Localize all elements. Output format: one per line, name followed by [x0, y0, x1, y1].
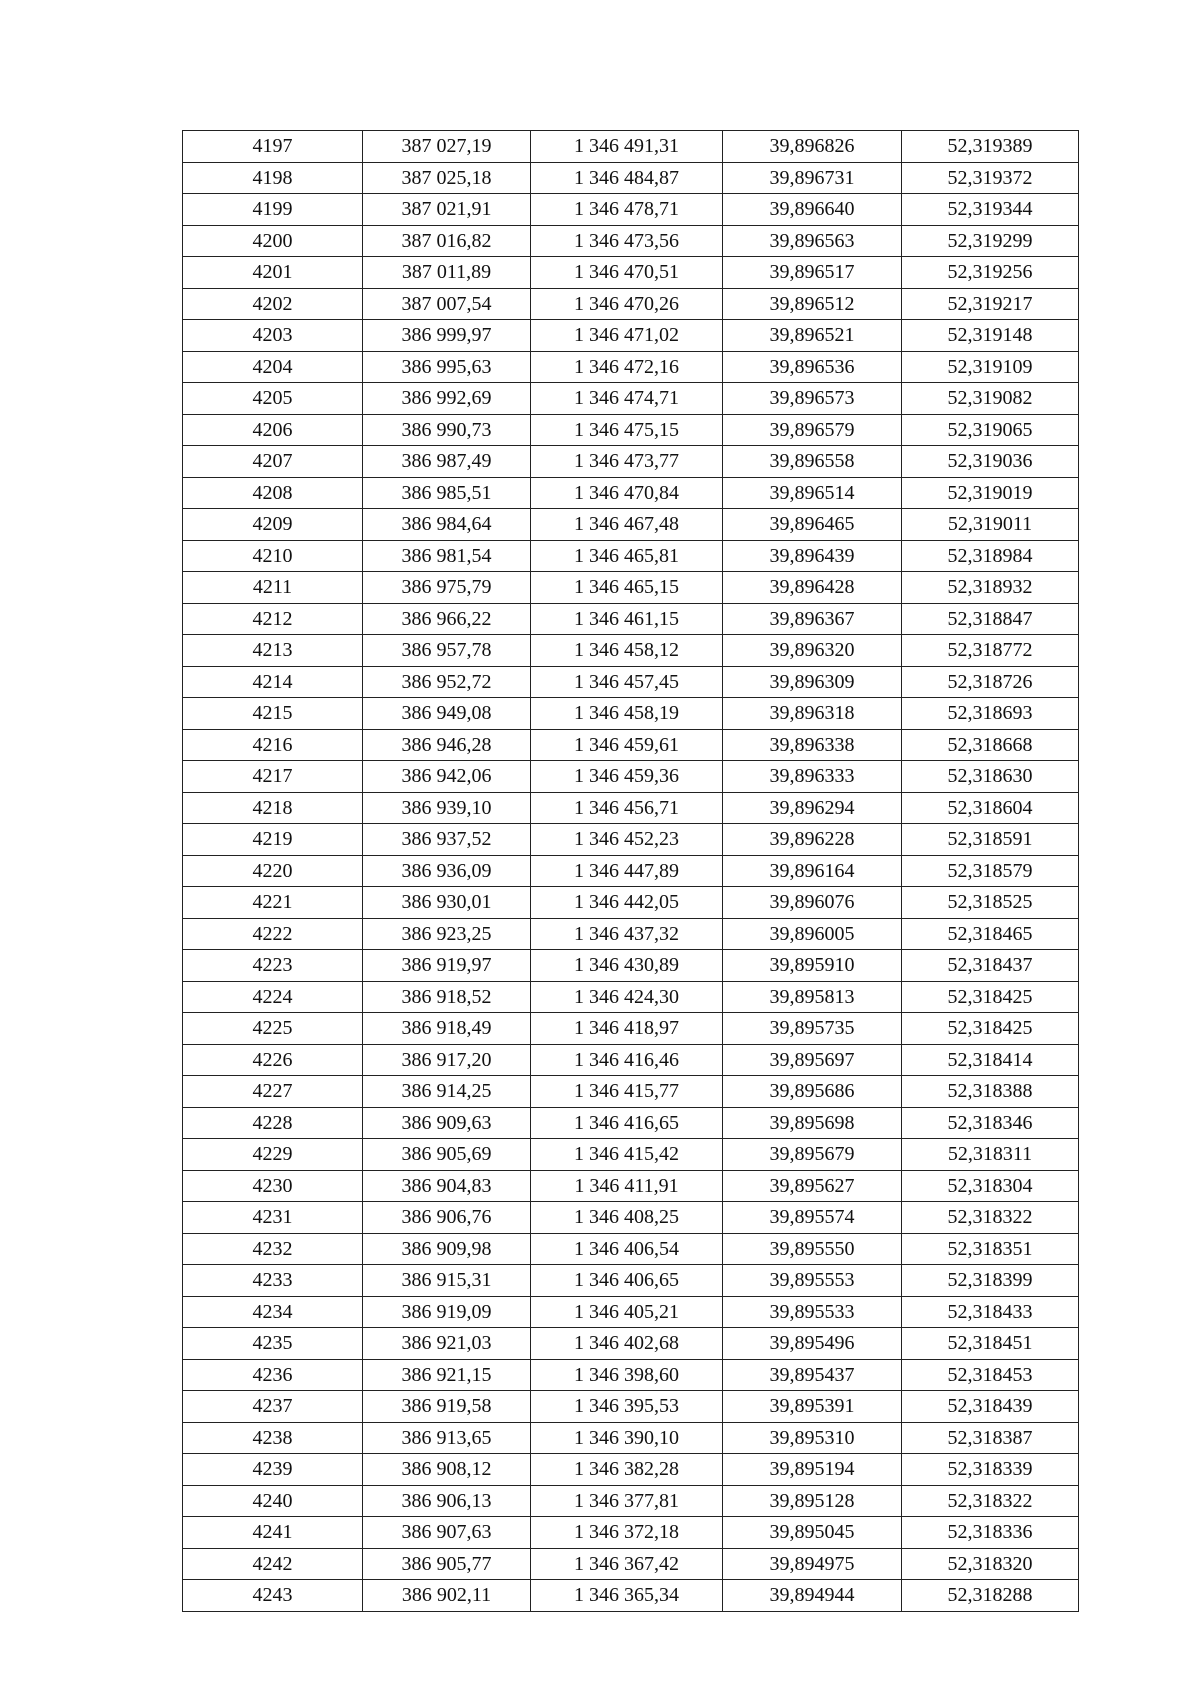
y-coordinate-cell: 1 346 402,68	[531, 1328, 723, 1360]
table-row	[183, 603, 1079, 635]
x-coordinate-cell: 386 909,98	[363, 1233, 531, 1265]
y-coordinate-cell: 1 346 458,12	[531, 635, 723, 667]
longitude-cell: 52,318465	[902, 918, 1079, 950]
x-coordinate-cell: 386 914,25	[363, 1076, 531, 1108]
table-row	[183, 761, 1079, 793]
x-coordinate-cell: 387 007,54	[363, 288, 531, 320]
table-row	[183, 1328, 1079, 1360]
x-coordinate-cell: 386 918,49	[363, 1013, 531, 1045]
point-number-cell: 4238	[183, 1422, 363, 1454]
point-number-cell: 4241	[183, 1517, 363, 1549]
point-number-cell: 4212	[183, 603, 363, 635]
longitude-cell: 52,318630	[902, 761, 1079, 793]
table-row	[183, 1517, 1079, 1549]
table-row	[183, 1296, 1079, 1328]
latitude-cell: 39,896005	[723, 918, 902, 950]
point-number-cell: 4214	[183, 666, 363, 698]
longitude-cell: 52,318304	[902, 1170, 1079, 1202]
table-row	[183, 887, 1079, 919]
x-coordinate-cell: 386 946,28	[363, 729, 531, 761]
table-row	[183, 1454, 1079, 1486]
latitude-cell: 39,895686	[723, 1076, 902, 1108]
table-row	[183, 698, 1079, 730]
table-row	[183, 414, 1079, 446]
point-number-cell: 4223	[183, 950, 363, 982]
x-coordinate-cell: 386 957,78	[363, 635, 531, 667]
y-coordinate-cell: 1 346 390,10	[531, 1422, 723, 1454]
point-number-cell: 4201	[183, 257, 363, 289]
longitude-cell: 52,319109	[902, 351, 1079, 383]
x-coordinate-cell: 386 985,51	[363, 477, 531, 509]
table-row	[183, 477, 1079, 509]
point-number-cell: 4221	[183, 887, 363, 919]
longitude-cell: 52,319082	[902, 383, 1079, 415]
x-coordinate-cell: 387 027,19	[363, 131, 531, 163]
x-coordinate-cell: 386 942,06	[363, 761, 531, 793]
longitude-cell: 52,318591	[902, 824, 1079, 856]
y-coordinate-cell: 1 346 457,45	[531, 666, 723, 698]
y-coordinate-cell: 1 346 395,53	[531, 1391, 723, 1423]
x-coordinate-cell: 386 975,79	[363, 572, 531, 604]
table-row	[183, 635, 1079, 667]
y-coordinate-cell: 1 346 473,77	[531, 446, 723, 478]
table-row	[183, 383, 1079, 415]
y-coordinate-cell: 1 346 415,42	[531, 1139, 723, 1171]
longitude-cell: 52,318604	[902, 792, 1079, 824]
longitude-cell: 52,318693	[902, 698, 1079, 730]
latitude-cell: 39,896731	[723, 162, 902, 194]
x-coordinate-cell: 386 905,77	[363, 1548, 531, 1580]
x-coordinate-cell: 386 918,52	[363, 981, 531, 1013]
x-coordinate-cell: 386 923,25	[363, 918, 531, 950]
longitude-cell: 52,318525	[902, 887, 1079, 919]
longitude-cell: 52,318425	[902, 1013, 1079, 1045]
x-coordinate-cell: 386 905,69	[363, 1139, 531, 1171]
y-coordinate-cell: 1 346 471,02	[531, 320, 723, 352]
x-coordinate-cell: 386 904,83	[363, 1170, 531, 1202]
table-row	[183, 1359, 1079, 1391]
table-row	[183, 1391, 1079, 1423]
longitude-cell: 52,318984	[902, 540, 1079, 572]
table-row	[183, 446, 1079, 478]
longitude-cell: 52,318339	[902, 1454, 1079, 1486]
x-coordinate-cell: 386 990,73	[363, 414, 531, 446]
latitude-cell: 39,895194	[723, 1454, 902, 1486]
latitude-cell: 39,895679	[723, 1139, 902, 1171]
latitude-cell: 39,896228	[723, 824, 902, 856]
table-row	[183, 1202, 1079, 1234]
latitude-cell: 39,896826	[723, 131, 902, 163]
y-coordinate-cell: 1 346 474,71	[531, 383, 723, 415]
y-coordinate-cell: 1 346 416,46	[531, 1044, 723, 1076]
longitude-cell: 52,318579	[902, 855, 1079, 887]
longitude-cell: 52,318453	[902, 1359, 1079, 1391]
longitude-cell: 52,319256	[902, 257, 1079, 289]
y-coordinate-cell: 1 346 406,54	[531, 1233, 723, 1265]
latitude-cell: 39,896439	[723, 540, 902, 572]
latitude-cell: 39,896309	[723, 666, 902, 698]
x-coordinate-cell: 386 952,72	[363, 666, 531, 698]
y-coordinate-cell: 1 346 398,60	[531, 1359, 723, 1391]
latitude-cell: 39,896536	[723, 351, 902, 383]
point-number-cell: 4219	[183, 824, 363, 856]
latitude-cell: 39,896563	[723, 225, 902, 257]
longitude-cell: 52,319011	[902, 509, 1079, 541]
longitude-cell: 52,318346	[902, 1107, 1079, 1139]
point-number-cell: 4198	[183, 162, 363, 194]
y-coordinate-cell: 1 346 461,15	[531, 603, 723, 635]
coordinate-table-body	[183, 131, 1079, 1612]
y-coordinate-cell: 1 346 382,28	[531, 1454, 723, 1486]
latitude-cell: 39,895698	[723, 1107, 902, 1139]
x-coordinate-cell: 386 906,13	[363, 1485, 531, 1517]
y-coordinate-cell: 1 346 405,21	[531, 1296, 723, 1328]
latitude-cell: 39,896076	[723, 887, 902, 919]
table-row	[183, 950, 1079, 982]
point-number-cell: 4207	[183, 446, 363, 478]
x-coordinate-cell: 387 016,82	[363, 225, 531, 257]
latitude-cell: 39,896579	[723, 414, 902, 446]
point-number-cell: 4211	[183, 572, 363, 604]
table-row	[183, 351, 1079, 383]
table-row	[183, 1233, 1079, 1265]
x-coordinate-cell: 386 930,01	[363, 887, 531, 919]
y-coordinate-cell: 1 346 467,48	[531, 509, 723, 541]
x-coordinate-cell: 387 011,89	[363, 257, 531, 289]
longitude-cell: 52,318451	[902, 1328, 1079, 1360]
x-coordinate-cell: 386 902,11	[363, 1580, 531, 1612]
x-coordinate-cell: 386 919,09	[363, 1296, 531, 1328]
longitude-cell: 52,318439	[902, 1391, 1079, 1423]
point-number-cell: 4210	[183, 540, 363, 572]
table-row	[183, 225, 1079, 257]
longitude-cell: 52,319389	[902, 131, 1079, 163]
point-number-cell: 4203	[183, 320, 363, 352]
x-coordinate-cell: 386 908,12	[363, 1454, 531, 1486]
longitude-cell: 52,319217	[902, 288, 1079, 320]
longitude-cell: 52,318388	[902, 1076, 1079, 1108]
point-number-cell: 4218	[183, 792, 363, 824]
x-coordinate-cell: 386 992,69	[363, 383, 531, 415]
table-row	[183, 1265, 1079, 1297]
longitude-cell: 52,318387	[902, 1422, 1079, 1454]
point-number-cell: 4234	[183, 1296, 363, 1328]
y-coordinate-cell: 1 346 470,84	[531, 477, 723, 509]
latitude-cell: 39,896164	[723, 855, 902, 887]
y-coordinate-cell: 1 346 473,56	[531, 225, 723, 257]
longitude-cell: 52,318437	[902, 950, 1079, 982]
y-coordinate-cell: 1 346 415,77	[531, 1076, 723, 1108]
point-number-cell: 4225	[183, 1013, 363, 1045]
table-row	[183, 855, 1079, 887]
longitude-cell: 52,319344	[902, 194, 1079, 226]
x-coordinate-cell: 386 966,22	[363, 603, 531, 635]
latitude-cell: 39,896333	[723, 761, 902, 793]
y-coordinate-cell: 1 346 437,32	[531, 918, 723, 950]
latitude-cell: 39,895128	[723, 1485, 902, 1517]
table-row	[183, 918, 1079, 950]
y-coordinate-cell: 1 346 484,87	[531, 162, 723, 194]
longitude-cell: 52,319299	[902, 225, 1079, 257]
longitude-cell: 52,318433	[902, 1296, 1079, 1328]
x-coordinate-cell: 386 995,63	[363, 351, 531, 383]
latitude-cell: 39,895310	[723, 1422, 902, 1454]
point-number-cell: 4240	[183, 1485, 363, 1517]
y-coordinate-cell: 1 346 447,89	[531, 855, 723, 887]
x-coordinate-cell: 387 021,91	[363, 194, 531, 226]
table-row	[183, 1422, 1079, 1454]
y-coordinate-cell: 1 346 367,42	[531, 1548, 723, 1580]
y-coordinate-cell: 1 346 470,26	[531, 288, 723, 320]
x-coordinate-cell: 386 937,52	[363, 824, 531, 856]
latitude-cell: 39,896517	[723, 257, 902, 289]
x-coordinate-cell: 386 917,20	[363, 1044, 531, 1076]
latitude-cell: 39,895391	[723, 1391, 902, 1423]
y-coordinate-cell: 1 346 470,51	[531, 257, 723, 289]
longitude-cell: 52,318772	[902, 635, 1079, 667]
x-coordinate-cell: 386 939,10	[363, 792, 531, 824]
latitude-cell: 39,896558	[723, 446, 902, 478]
x-coordinate-cell: 386 999,97	[363, 320, 531, 352]
y-coordinate-cell: 1 346 465,81	[531, 540, 723, 572]
latitude-cell: 39,896320	[723, 635, 902, 667]
y-coordinate-cell: 1 346 418,97	[531, 1013, 723, 1045]
latitude-cell: 39,895533	[723, 1296, 902, 1328]
longitude-cell: 52,318932	[902, 572, 1079, 604]
table-row	[183, 540, 1079, 572]
longitude-cell: 52,319148	[902, 320, 1079, 352]
coordinate-table	[182, 130, 1079, 1612]
point-number-cell: 4233	[183, 1265, 363, 1297]
longitude-cell: 52,318320	[902, 1548, 1079, 1580]
point-number-cell: 4199	[183, 194, 363, 226]
x-coordinate-cell: 386 987,49	[363, 446, 531, 478]
table-row	[183, 792, 1079, 824]
latitude-cell: 39,896428	[723, 572, 902, 604]
latitude-cell: 39,895813	[723, 981, 902, 1013]
longitude-cell: 52,318668	[902, 729, 1079, 761]
latitude-cell: 39,896465	[723, 509, 902, 541]
table-row	[183, 666, 1079, 698]
longitude-cell: 52,319065	[902, 414, 1079, 446]
latitude-cell: 39,896640	[723, 194, 902, 226]
point-number-cell: 4213	[183, 635, 363, 667]
latitude-cell: 39,895735	[723, 1013, 902, 1045]
x-coordinate-cell: 387 025,18	[363, 162, 531, 194]
latitude-cell: 39,896514	[723, 477, 902, 509]
y-coordinate-cell: 1 346 456,71	[531, 792, 723, 824]
x-coordinate-cell: 386 919,97	[363, 950, 531, 982]
longitude-cell: 52,318847	[902, 603, 1079, 635]
point-number-cell: 4205	[183, 383, 363, 415]
longitude-cell: 52,318322	[902, 1202, 1079, 1234]
point-number-cell: 4232	[183, 1233, 363, 1265]
table-row	[183, 1076, 1079, 1108]
longitude-cell: 52,319019	[902, 477, 1079, 509]
y-coordinate-cell: 1 346 452,23	[531, 824, 723, 856]
latitude-cell: 39,895910	[723, 950, 902, 982]
latitude-cell: 39,895496	[723, 1328, 902, 1360]
y-coordinate-cell: 1 346 416,65	[531, 1107, 723, 1139]
longitude-cell: 52,318288	[902, 1580, 1079, 1612]
point-number-cell: 4227	[183, 1076, 363, 1108]
point-number-cell: 4208	[183, 477, 363, 509]
latitude-cell: 39,895627	[723, 1170, 902, 1202]
table-row	[183, 1044, 1079, 1076]
latitude-cell: 39,896512	[723, 288, 902, 320]
x-coordinate-cell: 386 936,09	[363, 855, 531, 887]
point-number-cell: 4209	[183, 509, 363, 541]
table-row	[183, 1485, 1079, 1517]
table-row	[183, 729, 1079, 761]
point-number-cell: 4243	[183, 1580, 363, 1612]
point-number-cell: 4200	[183, 225, 363, 257]
latitude-cell: 39,895553	[723, 1265, 902, 1297]
y-coordinate-cell: 1 346 408,25	[531, 1202, 723, 1234]
table-row	[183, 1580, 1079, 1612]
y-coordinate-cell: 1 346 442,05	[531, 887, 723, 919]
x-coordinate-cell: 386 921,15	[363, 1359, 531, 1391]
point-number-cell: 4236	[183, 1359, 363, 1391]
point-number-cell: 4235	[183, 1328, 363, 1360]
point-number-cell: 4231	[183, 1202, 363, 1234]
point-number-cell: 4215	[183, 698, 363, 730]
longitude-cell: 52,318322	[902, 1485, 1079, 1517]
latitude-cell: 39,894944	[723, 1580, 902, 1612]
table-row	[183, 288, 1079, 320]
latitude-cell: 39,895045	[723, 1517, 902, 1549]
x-coordinate-cell: 386 915,31	[363, 1265, 531, 1297]
table-row	[183, 162, 1079, 194]
latitude-cell: 39,896521	[723, 320, 902, 352]
point-number-cell: 4220	[183, 855, 363, 887]
table-row	[183, 1013, 1079, 1045]
latitude-cell: 39,896338	[723, 729, 902, 761]
table-row	[183, 1170, 1079, 1202]
y-coordinate-cell: 1 346 424,30	[531, 981, 723, 1013]
point-number-cell: 4237	[183, 1391, 363, 1423]
x-coordinate-cell: 386 921,03	[363, 1328, 531, 1360]
y-coordinate-cell: 1 346 459,36	[531, 761, 723, 793]
y-coordinate-cell: 1 346 411,91	[531, 1170, 723, 1202]
y-coordinate-cell: 1 346 491,31	[531, 131, 723, 163]
y-coordinate-cell: 1 346 458,19	[531, 698, 723, 730]
y-coordinate-cell: 1 346 472,16	[531, 351, 723, 383]
longitude-cell: 52,319036	[902, 446, 1079, 478]
y-coordinate-cell: 1 346 377,81	[531, 1485, 723, 1517]
table-row	[183, 320, 1079, 352]
table-row	[183, 1548, 1079, 1580]
y-coordinate-cell: 1 346 478,71	[531, 194, 723, 226]
latitude-cell: 39,895574	[723, 1202, 902, 1234]
point-number-cell: 4197	[183, 131, 363, 163]
longitude-cell: 52,318726	[902, 666, 1079, 698]
table-row	[183, 131, 1079, 163]
point-number-cell: 4229	[183, 1139, 363, 1171]
table-row	[183, 1107, 1079, 1139]
x-coordinate-cell: 386 919,58	[363, 1391, 531, 1423]
latitude-cell: 39,894975	[723, 1548, 902, 1580]
x-coordinate-cell: 386 984,64	[363, 509, 531, 541]
point-number-cell: 4230	[183, 1170, 363, 1202]
y-coordinate-cell: 1 346 372,18	[531, 1517, 723, 1549]
x-coordinate-cell: 386 906,76	[363, 1202, 531, 1234]
longitude-cell: 52,318414	[902, 1044, 1079, 1076]
point-number-cell: 4228	[183, 1107, 363, 1139]
point-number-cell: 4202	[183, 288, 363, 320]
point-number-cell: 4226	[183, 1044, 363, 1076]
table-row	[183, 824, 1079, 856]
point-number-cell: 4204	[183, 351, 363, 383]
table-row	[183, 257, 1079, 289]
longitude-cell: 52,318336	[902, 1517, 1079, 1549]
latitude-cell: 39,896318	[723, 698, 902, 730]
longitude-cell: 52,318311	[902, 1139, 1079, 1171]
table-row	[183, 572, 1079, 604]
x-coordinate-cell: 386 907,63	[363, 1517, 531, 1549]
x-coordinate-cell: 386 909,63	[363, 1107, 531, 1139]
point-number-cell: 4239	[183, 1454, 363, 1486]
latitude-cell: 39,896367	[723, 603, 902, 635]
latitude-cell: 39,895550	[723, 1233, 902, 1265]
point-number-cell: 4217	[183, 761, 363, 793]
y-coordinate-cell: 1 346 406,65	[531, 1265, 723, 1297]
y-coordinate-cell: 1 346 475,15	[531, 414, 723, 446]
point-number-cell: 4242	[183, 1548, 363, 1580]
latitude-cell: 39,896573	[723, 383, 902, 415]
longitude-cell: 52,319372	[902, 162, 1079, 194]
table-row	[183, 509, 1079, 541]
x-coordinate-cell: 386 981,54	[363, 540, 531, 572]
point-number-cell: 4216	[183, 729, 363, 761]
longitude-cell: 52,318351	[902, 1233, 1079, 1265]
longitude-cell: 52,318425	[902, 981, 1079, 1013]
y-coordinate-cell: 1 346 459,61	[531, 729, 723, 761]
point-number-cell: 4206	[183, 414, 363, 446]
table-row	[183, 981, 1079, 1013]
x-coordinate-cell: 386 949,08	[363, 698, 531, 730]
latitude-cell: 39,895697	[723, 1044, 902, 1076]
latitude-cell: 39,895437	[723, 1359, 902, 1391]
table-row	[183, 1139, 1079, 1171]
point-number-cell: 4222	[183, 918, 363, 950]
point-number-cell: 4224	[183, 981, 363, 1013]
y-coordinate-cell: 1 346 430,89	[531, 950, 723, 982]
longitude-cell: 52,318399	[902, 1265, 1079, 1297]
y-coordinate-cell: 1 346 365,34	[531, 1580, 723, 1612]
latitude-cell: 39,896294	[723, 792, 902, 824]
table-row	[183, 194, 1079, 226]
x-coordinate-cell: 386 913,65	[363, 1422, 531, 1454]
y-coordinate-cell: 1 346 465,15	[531, 572, 723, 604]
